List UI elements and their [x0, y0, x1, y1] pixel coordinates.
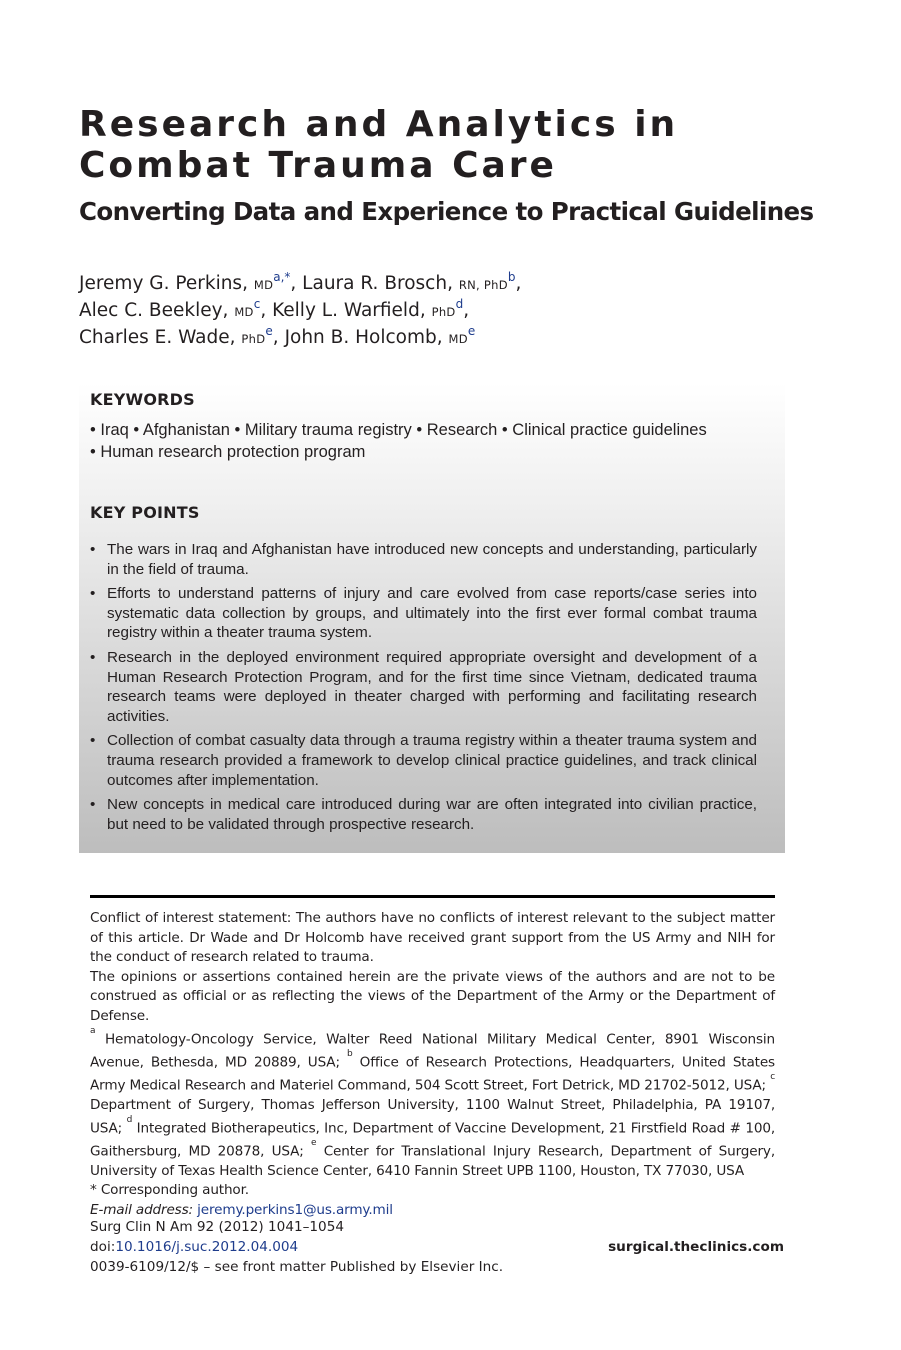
- author-degree: PhD: [241, 332, 266, 346]
- journal-info: [90, 1217, 503, 1277]
- affiliations: [90, 1027, 775, 1182]
- doi-prefix: doi:: [90, 1239, 116, 1255]
- author-degree: MD: [448, 332, 468, 346]
- author-line-3: [79, 325, 819, 352]
- author-name: Charles E. Wade,: [79, 327, 242, 348]
- affiliation-mark: a: [90, 1025, 96, 1036]
- affiliation-text: Center for Translational Injury Research, Department of Surgery, University of Texas Health Science Center, 6410 Fannin Street UPB 1100, Houston, TX 77030, USA: [90, 1143, 775, 1179]
- article-title: Research and Analytics in Combat Trauma Care: [79, 104, 679, 186]
- author-separator: ,: [463, 300, 470, 321]
- bullet-icon: •: [90, 585, 96, 603]
- affiliation-text: Office of Research Protections, Headquarters, United States Army Medical Research and Materiel Command, 504 Scott Street, Fort Detrick, MD 21702-5012, USA;: [90, 1054, 775, 1094]
- author-degree: RN, PhD: [458, 278, 508, 292]
- footnotes: [90, 909, 775, 1221]
- author-affiliation-mark[interactable]: c: [253, 297, 261, 311]
- author-name: Alec C. Beekley,: [79, 300, 235, 321]
- author-separator: ,: [272, 327, 285, 348]
- author-degree: MD: [253, 278, 274, 292]
- journal-citation: Surg Clin N Am 92 (2012) 1041–1054: [90, 1219, 345, 1235]
- author-degree: PhD: [431, 305, 456, 319]
- author-separator: ,: [290, 273, 303, 294]
- affiliation-text: Integrated Biotherapeutics, Inc, Department of Vaccine Development, 21 Firstfield Road # 100, Gaithersburg, MD 20878, USA;: [90, 1120, 775, 1160]
- author-name: Jeremy G. Perkins,: [79, 273, 254, 294]
- author-name: John B. Holcomb,: [284, 327, 449, 348]
- bullet-icon: •: [90, 796, 96, 814]
- keywords-line: • Human research protection program: [90, 443, 366, 461]
- key-points-heading: KEY POINTS: [90, 503, 200, 522]
- author-affiliation-mark[interactable]: a,*: [273, 270, 291, 284]
- opinions-statement: The opinions or assertions contained herein are the private views of the authors and are not to be construed as official or as reflecting the views of the Department of the Army or the Department of Defense.: [90, 968, 775, 1024]
- affiliation-mark: e: [311, 1137, 317, 1148]
- author-line-1: [79, 271, 819, 298]
- bullet-icon: •: [90, 732, 96, 750]
- copyright-line: 0039-6109/12/$ – see front matter Published by Elsevier Inc.: [90, 1259, 504, 1275]
- journal-site-link[interactable]: surgical.theclinics.com: [608, 1239, 784, 1255]
- key-point-item: [90, 795, 757, 834]
- bullet-icon: •: [90, 648, 96, 666]
- key-point-item: [90, 731, 757, 790]
- key-point-text: The wars in Iraq and Afghanistan have introduced new concepts and understanding, particularly in the field of trauma.: [107, 541, 757, 578]
- key-point-text: Efforts to understand patterns of injury and care evolved from case reports/case series into systematic data collection by groups, and ultimately into the first ever formal combat trauma registry within a theater trauma system.: [107, 585, 757, 642]
- footnote-divider: [90, 895, 775, 898]
- affiliation-mark: d: [126, 1114, 133, 1125]
- doi-line: [90, 1237, 503, 1257]
- affiliation-text: Hematology-Oncology Service, Walter Reed National Military Medical Center, 8901 Wisconsin Avenue, Bethesda, MD 20889, USA;: [90, 1031, 775, 1071]
- key-point-item: [90, 540, 757, 579]
- doi-link[interactable]: 10.1016/j.suc.2012.04.004: [115, 1239, 299, 1255]
- affiliation-mark: b: [346, 1048, 353, 1059]
- author-name: Kelly L. Warfield,: [272, 300, 432, 321]
- key-point-text: New concepts in medical care introduced during war are often integrated into civilian practice, but need to be validated through prospective research.: [107, 796, 757, 833]
- key-point-item: [90, 584, 757, 643]
- author-degree: MD: [234, 305, 254, 319]
- author-separator: ,: [515, 273, 522, 294]
- author-list: [79, 271, 819, 352]
- keywords-line: • Iraq • Afghanistan • Military trauma registry • Research • Clinical practice guidelines: [90, 421, 707, 439]
- email-label: E-mail address:: [90, 1201, 193, 1218]
- article-subtitle: Converting Data and Experience to Practical Guidelines: [79, 197, 814, 226]
- author-affiliation-mark[interactable]: e: [467, 324, 476, 338]
- key-point-item: [90, 648, 757, 726]
- affiliation-text: Department of Surgery, Thomas Jefferson University, 1100 Walnut Street, Philadelphia, PA 19107, USA;: [90, 1096, 775, 1137]
- author-separator: ,: [260, 300, 273, 321]
- conflict-statement: Conflict of interest statement: The authors have no conflicts of interest relevant to the subject matter of this article. Dr Wade and Dr Holcomb have received grant support from the US Army and NIH for the conduct of research related to trauma.: [90, 910, 775, 966]
- author-line-2: [79, 298, 819, 325]
- bullet-icon: •: [90, 541, 96, 558]
- author-affiliation-mark[interactable]: e: [265, 324, 273, 338]
- author-affiliation-mark[interactable]: d: [455, 297, 464, 311]
- email-link[interactable]: jeremy.perkins1@us.army.mil: [197, 1201, 393, 1218]
- corresponding-author: * Corresponding author.: [90, 1182, 249, 1199]
- author-affiliation-mark[interactable]: b: [507, 270, 516, 284]
- affiliation-mark: c: [770, 1071, 775, 1082]
- author-name: Laura R. Brosch,: [302, 273, 459, 294]
- keywords-heading: KEYWORDS: [90, 390, 195, 409]
- key-points-list: [90, 540, 757, 839]
- key-point-text: Collection of combat casualty data through a trauma registry within a theater trauma system and trauma research provided a framework to develop clinical practice guidelines, and track clinical outcomes after implementation.: [107, 732, 757, 789]
- key-point-text: Research in the deployed environment required appropriate oversight and development of a Human Research Protection Program, and for the first time since Vietnam, dedicated trauma research teams were deployed in theater charged with performing and facilitating research activities.: [107, 648, 757, 725]
